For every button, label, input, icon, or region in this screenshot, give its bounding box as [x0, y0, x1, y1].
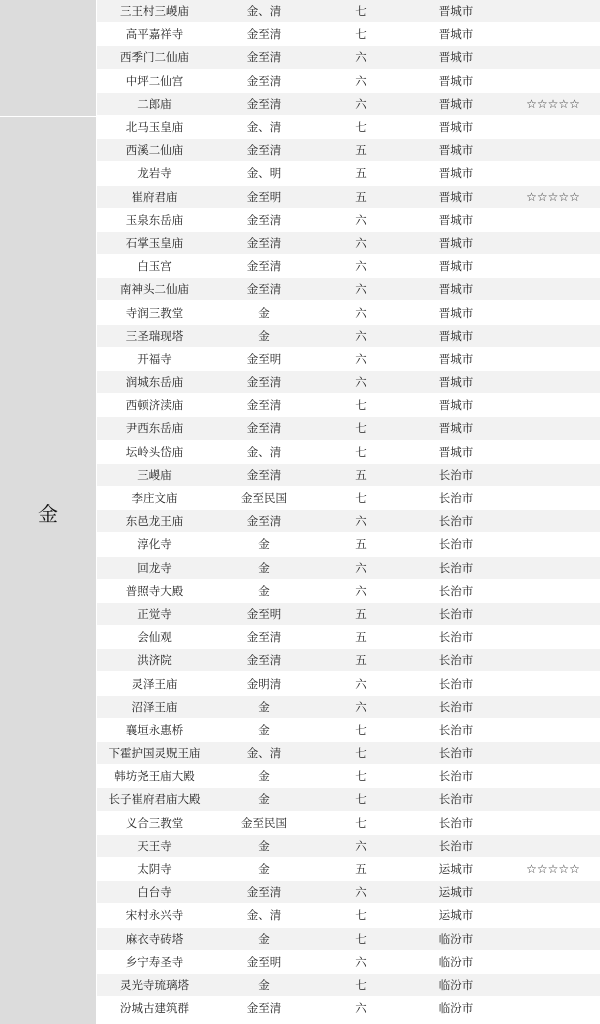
site-era: 金、清	[246, 4, 282, 19]
table-row	[97, 162, 600, 185]
site-batch: 五	[355, 653, 367, 668]
site-city: 晋城市	[438, 444, 474, 459]
site-batch: 六	[355, 259, 367, 274]
site-batch: 六	[355, 560, 367, 575]
site-name: 西顿济渎庙	[125, 398, 184, 413]
site-era: 金至清	[246, 259, 282, 274]
table-row	[97, 116, 600, 139]
site-era: 金至清	[246, 467, 282, 482]
site-era: 金	[258, 560, 270, 575]
site-name: 普照寺大殿	[125, 583, 184, 598]
site-era: 金至清	[246, 630, 282, 645]
site-batch: 六	[355, 838, 367, 853]
site-batch: 六	[355, 351, 367, 366]
site-name: 玉泉东岳庙	[125, 212, 184, 227]
site-era: 金至清	[246, 885, 282, 900]
site-rating: ☆☆☆☆☆	[526, 189, 580, 204]
site-batch: 七	[355, 792, 367, 807]
table-row	[97, 371, 600, 394]
table-row	[97, 186, 600, 209]
site-name: 西溪二仙庙	[125, 143, 184, 158]
site-era: 金至清	[246, 143, 282, 158]
site-name: 襄垣永惠桥	[125, 722, 184, 737]
site-batch: 七	[355, 444, 367, 459]
site-name: 李庄文庙	[131, 491, 178, 506]
site-name: 灵光寺琉璃塔	[120, 977, 189, 992]
site-era: 金	[258, 583, 270, 598]
site-era: 金至明	[246, 189, 282, 204]
site-city: 长治市	[438, 583, 474, 598]
site-name: 高平嘉祥寺	[125, 27, 184, 42]
site-city: 临汾市	[438, 954, 474, 969]
site-batch: 六	[355, 212, 367, 227]
table-row	[97, 788, 600, 811]
site-city: 晋城市	[438, 4, 474, 19]
table-row	[97, 557, 600, 580]
site-name: 寺润三教堂	[125, 305, 184, 320]
table-row	[97, 928, 600, 951]
site-city: 晋城市	[438, 212, 474, 227]
site-era: 金	[258, 328, 270, 343]
site-batch: 六	[355, 50, 367, 65]
site-city: 临汾市	[438, 1001, 474, 1016]
site-city: 晋城市	[438, 96, 474, 111]
site-batch: 五	[355, 143, 367, 158]
site-batch: 六	[355, 514, 367, 529]
site-name: 尹西东岳庙	[125, 421, 184, 436]
table-row	[97, 672, 600, 695]
site-era: 金	[258, 862, 270, 877]
site-batch: 六	[355, 676, 367, 691]
table-row	[97, 533, 600, 556]
site-name: 长子崔府君庙大殿	[108, 792, 201, 807]
site-era: 金	[258, 931, 270, 946]
table-row	[97, 348, 600, 371]
site-batch: 七	[355, 120, 367, 135]
site-rating: ☆☆☆☆☆	[526, 862, 580, 877]
table-row	[97, 580, 600, 603]
site-batch: 六	[355, 954, 367, 969]
site-era: 金、清	[246, 120, 282, 135]
site-era: 金	[258, 699, 270, 714]
table-row	[97, 487, 600, 510]
site-era: 金至清	[246, 398, 282, 413]
site-city: 长治市	[438, 467, 474, 482]
site-city: 运城市	[438, 908, 474, 923]
site-era: 金至清	[246, 235, 282, 250]
site-city: 临汾市	[438, 931, 474, 946]
table-row	[97, 278, 600, 301]
site-city: 晋城市	[438, 375, 474, 390]
table-row	[97, 417, 600, 440]
table-row	[97, 464, 600, 487]
site-city: 长治市	[438, 838, 474, 853]
site-name: 宋村永兴寺	[125, 908, 184, 923]
site-city: 长治市	[438, 537, 474, 552]
site-city: 长治市	[438, 514, 474, 529]
table-row	[97, 812, 600, 835]
site-city: 晋城市	[438, 143, 474, 158]
site-era: 金	[258, 305, 270, 320]
site-name: 龙岩寺	[137, 166, 172, 181]
table-row	[97, 23, 600, 46]
site-era: 金至清	[246, 50, 282, 65]
site-era: 金至清	[246, 212, 282, 227]
site-city: 长治市	[438, 491, 474, 506]
site-name: 淳化寺	[137, 537, 172, 552]
site-city: 长治市	[438, 792, 474, 807]
site-name: 麻衣寺砖塔	[125, 931, 184, 946]
site-batch: 六	[355, 375, 367, 390]
site-batch: 七	[355, 815, 367, 830]
table-row	[97, 46, 600, 69]
table-row	[97, 255, 600, 278]
site-era: 金至民国	[241, 815, 287, 830]
site-batch: 六	[355, 583, 367, 598]
table-row	[97, 696, 600, 719]
table-row	[97, 232, 600, 255]
site-name: 乡宁寿圣寺	[125, 954, 184, 969]
site-batch: 七	[355, 421, 367, 436]
site-era: 金、清	[246, 746, 282, 761]
site-batch: 五	[355, 467, 367, 482]
site-name: 开福寺	[137, 351, 172, 366]
site-era: 金至清	[246, 653, 282, 668]
site-batch: 五	[355, 537, 367, 552]
site-name: 白玉宫	[137, 259, 172, 274]
table-row	[97, 858, 600, 881]
site-era: 金至清	[246, 1001, 282, 1016]
site-city: 长治市	[438, 630, 474, 645]
site-era: 金至明	[246, 606, 282, 621]
site-era: 金、明	[246, 166, 282, 181]
site-city: 长治市	[438, 769, 474, 784]
site-era: 金、清	[246, 908, 282, 923]
table-row	[97, 325, 600, 348]
site-name: 汾城古建筑群	[120, 1001, 189, 1016]
site-era: 金	[258, 792, 270, 807]
site-city: 晋城市	[438, 189, 474, 204]
site-city: 晋城市	[438, 259, 474, 274]
site-city: 晋城市	[438, 351, 474, 366]
site-city: 长治市	[438, 699, 474, 714]
site-era: 金明清	[246, 676, 282, 691]
site-era: 金至清	[246, 73, 282, 88]
site-era: 金至清	[246, 282, 282, 297]
site-batch: 五	[355, 606, 367, 621]
site-city: 运城市	[438, 862, 474, 877]
site-batch: 六	[355, 73, 367, 88]
site-batch: 六	[355, 699, 367, 714]
site-city: 晋城市	[438, 421, 474, 436]
site-era: 金	[258, 722, 270, 737]
site-era: 金至民国	[241, 491, 287, 506]
era-group-cell	[0, 0, 96, 1024]
site-city: 晋城市	[438, 328, 474, 343]
table-row	[97, 835, 600, 858]
site-city: 晋城市	[438, 27, 474, 42]
site-rating: ☆☆☆☆☆	[526, 96, 580, 111]
site-era: 金至清	[246, 375, 282, 390]
site-batch: 七	[355, 746, 367, 761]
table-row	[97, 510, 600, 533]
table-row	[97, 765, 600, 788]
site-era: 金至清	[246, 27, 282, 42]
site-batch: 五	[355, 862, 367, 877]
era-group-divider	[0, 116, 96, 117]
table-row	[97, 881, 600, 904]
site-batch: 七	[355, 908, 367, 923]
site-name: 三王村三嵕庙	[120, 4, 189, 19]
site-name: 崔府君庙	[131, 189, 178, 204]
site-city: 长治市	[438, 653, 474, 668]
site-batch: 六	[355, 96, 367, 111]
site-city: 晋城市	[438, 120, 474, 135]
site-batch: 六	[355, 305, 367, 320]
site-name: 天王寺	[137, 838, 172, 853]
site-name: 东邑龙王庙	[125, 514, 184, 529]
site-city: 晋城市	[438, 235, 474, 250]
site-city: 长治市	[438, 560, 474, 575]
site-batch: 七	[355, 398, 367, 413]
site-batch: 六	[355, 1001, 367, 1016]
site-name: 白台寺	[137, 885, 172, 900]
site-batch: 七	[355, 977, 367, 992]
table-row	[97, 93, 600, 116]
site-name: 三嵕庙	[137, 467, 172, 482]
site-era: 金	[258, 537, 270, 552]
site-batch: 六	[355, 282, 367, 297]
table-row	[97, 974, 600, 997]
site-name: 韩坊尧王庙大殿	[114, 769, 195, 784]
site-batch: 六	[355, 885, 367, 900]
site-city: 晋城市	[438, 282, 474, 297]
site-name: 二郎庙	[137, 96, 172, 111]
site-name: 正觉寺	[137, 606, 172, 621]
site-name: 石掌玉皇庙	[125, 235, 184, 250]
site-name: 北马玉皇庙	[125, 120, 184, 135]
site-batch: 七	[355, 722, 367, 737]
site-batch: 七	[355, 769, 367, 784]
site-batch: 六	[355, 328, 367, 343]
table-row	[97, 441, 600, 464]
site-name: 灵泽王庙	[131, 676, 178, 691]
site-city: 晋城市	[438, 50, 474, 65]
site-era: 金	[258, 838, 270, 853]
site-era: 金至明	[246, 351, 282, 366]
site-era: 金至清	[246, 421, 282, 436]
table-row	[97, 904, 600, 927]
site-name: 会仙观	[137, 630, 172, 645]
table-row	[97, 139, 600, 162]
site-name: 回龙寺	[137, 560, 172, 575]
site-batch: 七	[355, 27, 367, 42]
table-row	[97, 951, 600, 974]
table-row	[97, 209, 600, 232]
site-name: 洪济院	[137, 653, 172, 668]
table-row	[97, 394, 600, 417]
site-city: 长治市	[438, 815, 474, 830]
site-city: 长治市	[438, 722, 474, 737]
site-city: 长治市	[438, 676, 474, 691]
table-row	[97, 742, 600, 765]
site-name: 南神头二仙庙	[120, 282, 189, 297]
site-city: 晋城市	[438, 398, 474, 413]
site-name: 沼泽王庙	[131, 699, 178, 714]
site-batch: 七	[355, 491, 367, 506]
site-name: 润城东岳庙	[125, 375, 184, 390]
table-row	[97, 70, 600, 93]
site-name: 三圣瑞现塔	[125, 328, 184, 343]
site-batch: 七	[355, 931, 367, 946]
site-era: 金至清	[246, 514, 282, 529]
site-batch: 六	[355, 235, 367, 250]
sites-table	[97, 0, 600, 1020]
site-city: 晋城市	[438, 73, 474, 88]
site-city: 长治市	[438, 746, 474, 761]
site-city: 长治市	[438, 606, 474, 621]
site-name: 太阴寺	[137, 862, 172, 877]
table-row	[97, 603, 600, 626]
site-era: 金	[258, 977, 270, 992]
site-name: 中坪二仙宫	[125, 73, 184, 88]
site-era: 金	[258, 769, 270, 784]
site-city: 运城市	[438, 885, 474, 900]
table-row	[97, 301, 600, 324]
site-name: 坛岭头岱庙	[125, 444, 184, 459]
table-row	[97, 649, 600, 672]
site-name: 西季门二仙庙	[120, 50, 189, 65]
site-name: 义合三教堂	[125, 815, 184, 830]
table-row	[97, 997, 600, 1020]
site-city: 临汾市	[438, 977, 474, 992]
site-era: 金至明	[246, 954, 282, 969]
site-city: 晋城市	[438, 166, 474, 181]
site-batch: 五	[355, 189, 367, 204]
site-batch: 五	[355, 630, 367, 645]
site-name: 下霍护国灵贶王庙	[108, 746, 201, 761]
site-batch: 七	[355, 4, 367, 19]
table-row	[97, 0, 600, 23]
table-row	[97, 719, 600, 742]
site-batch: 五	[355, 166, 367, 181]
era-group-label: 金	[38, 501, 58, 526]
site-era: 金、清	[246, 444, 282, 459]
site-city: 晋城市	[438, 305, 474, 320]
site-era: 金至清	[246, 96, 282, 111]
table-row	[97, 626, 600, 649]
